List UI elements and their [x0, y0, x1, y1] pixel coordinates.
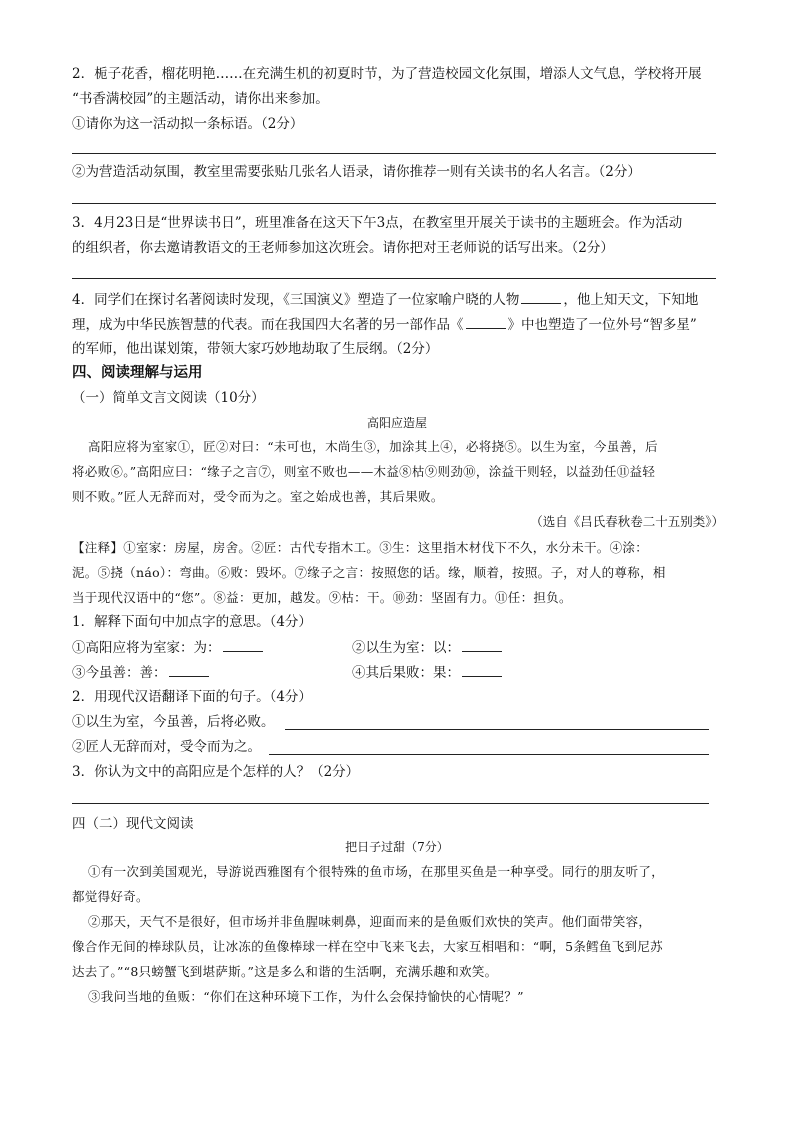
modern-passage-line: 达去了。”“8只螃蟹飞到堪萨斯。”这是多么和谐的生活啊，充满乐趣和欢笑。 — [72, 964, 498, 979]
answer-blank[interactable] — [462, 637, 502, 652]
answer-line[interactable] — [72, 278, 716, 279]
q1-item-d — [352, 662, 504, 683]
q2-sub2: ②为营造活动氛围，教室里需要张贴几张名人语录，请你推荐一则有关读书的名人名言。（2分） — [72, 164, 641, 180]
answer-blank[interactable] — [521, 289, 561, 304]
note-line: 【注释】①室家：房屋，房舍。②匠：古代专指木工。③生：这里指木材伐下不久，水分未干。④涂： — [72, 540, 649, 555]
answer-line[interactable] — [72, 153, 716, 154]
q4-line3: 的军师，他出谋划策，带领大家巧妙地劫取了生辰纲。（2分） — [72, 341, 439, 357]
q1-c-text: ③今虽善：善： — [72, 665, 167, 681]
modern-passage-line: ③我问当地的鱼贩：“你们在这种环境下工作，为什么会保持愉快的心情呢？” — [88, 989, 524, 1004]
q4-text: 》中也塑造了一位外号“智多星” — [507, 317, 697, 333]
note-line: 泥。⑤挠（náo）：弯曲。⑥败：毁坏。⑦缘子之言：按照您的话。缘，顺着，按照。子，对人的尊称，相 — [72, 565, 666, 580]
answer-blank[interactable] — [169, 662, 209, 677]
question-1: 1．解释下面句中加点字的意思。（4分） — [72, 614, 312, 630]
q2-a-text: ①以生为室，今虽善，后将必败。 — [72, 714, 275, 730]
passage-line: 将必败⑥。”高阳应曰：“缘子之言⑦，则室不败也——木益⑧枯⑨则劲⑩，涂益干则轻，以益劲任⑪益轻 — [72, 464, 656, 479]
q4-text: 4．同学们在探讨名著阅读时发现，《三国演义》塑造了一位家喻户晓的人物 — [72, 292, 520, 308]
answer-blank[interactable] — [462, 662, 502, 677]
modern-passage-line: ②那天，天气不是很好，但市场并非鱼腥味刺鼻，迎面而来的是鱼贩们欢快的笑声。他们面带笑容， — [88, 914, 652, 929]
q4-line2 — [72, 314, 697, 335]
passage-source: （选自《吕氏春秋卷二十五别类》） — [530, 514, 724, 529]
answer-line[interactable] — [72, 803, 709, 804]
section-heading: 四、阅读理解与运用 — [72, 364, 203, 381]
q1-item-c — [72, 662, 211, 683]
q4-text: 理，成为中华民族智慧的代表。而在我国四大名著的另一部作品《 — [72, 317, 464, 333]
q2-line2: “书香满校园”的主题活动，请你出来参加。 — [72, 91, 329, 107]
modern-passage-line: 都觉得好奇。 — [72, 889, 149, 904]
modern-passage-line: ①有一次到美国观光，导游说西雅图有个很特殊的鱼市场，在那里买鱼是一种享受。同行的朋友听了， — [88, 864, 665, 879]
answer-line[interactable] — [285, 729, 709, 730]
q2-item-b — [72, 737, 261, 757]
q2-item-a — [72, 712, 275, 732]
answer-blank[interactable] — [223, 637, 263, 652]
passage-line: 高阳应将为室家①，匠②对曰：“未可也，木尚生③，加涂其上④，必将挠⑤。以生为室，今虽善，后 — [88, 439, 658, 454]
answer-blank[interactable] — [466, 314, 506, 329]
modern-passage-line: 像合作无间的棒球队员，让冰冻的鱼像棒球一样在空中飞来飞去，大家互相唱和：“啊，5条鳕鱼飞到尼苏 — [72, 939, 663, 954]
q1-item-a — [72, 637, 265, 658]
answer-line[interactable] — [72, 203, 716, 204]
question-2: 2．用现代汉语翻译下面的句子。（4分） — [72, 689, 312, 705]
answer-line[interactable] — [269, 754, 709, 755]
part2-title: 把日子过甜（7分） — [345, 840, 449, 854]
q4-line1 — [72, 289, 698, 310]
q2-sub1: ①请你为这一活动拟一条标语。（2分） — [72, 116, 304, 132]
q1-item-b — [352, 637, 504, 658]
q2-line1: 2．栀子花香，榴花明艳……在充满生机的初夏时节，为了营造校园文化氛围，增添人文气息，学校将开展 — [72, 66, 702, 82]
q3-line2: 的组织者，你去邀请教语文的王老师参加这次班会。请你把对王老师说的话写出来。（2分） — [72, 240, 614, 256]
q2-b-text: ②匠人无辞而对，受令而为之。 — [72, 739, 261, 755]
q1-d-text: ④其后果败：果： — [352, 665, 460, 681]
passage-title: 高阳应造屋 — [366, 416, 427, 430]
q1-a-text: ①高阳应将为室家：为： — [72, 640, 221, 656]
q4-text: ，他上知天文，下知地 — [563, 292, 699, 308]
note-line: 当于现代汉语中的“您”。⑧益：更加，越发。⑨枯：干。⑩劲：坚固有力。⑪任：担负。 — [72, 590, 572, 605]
part1-heading: （一）简单文言文阅读（10分） — [72, 390, 265, 406]
part2-heading: 四（二）现代文阅读 — [72, 816, 194, 832]
q1-b-text: ②以生为室：以： — [352, 640, 460, 656]
passage-line: 则不败。”匠人无辞而对，受令而为之。室之始成也善，其后果败。 — [72, 489, 444, 504]
question-3: 3．你认为文中的高阳应是个怎样的人？（2分） — [72, 764, 360, 780]
q3-line1: 3．4月23日是“世界读书日”，班里准备在这天下午3点，在教室里开展关于读书的主题班会。作为活动 — [72, 215, 683, 231]
